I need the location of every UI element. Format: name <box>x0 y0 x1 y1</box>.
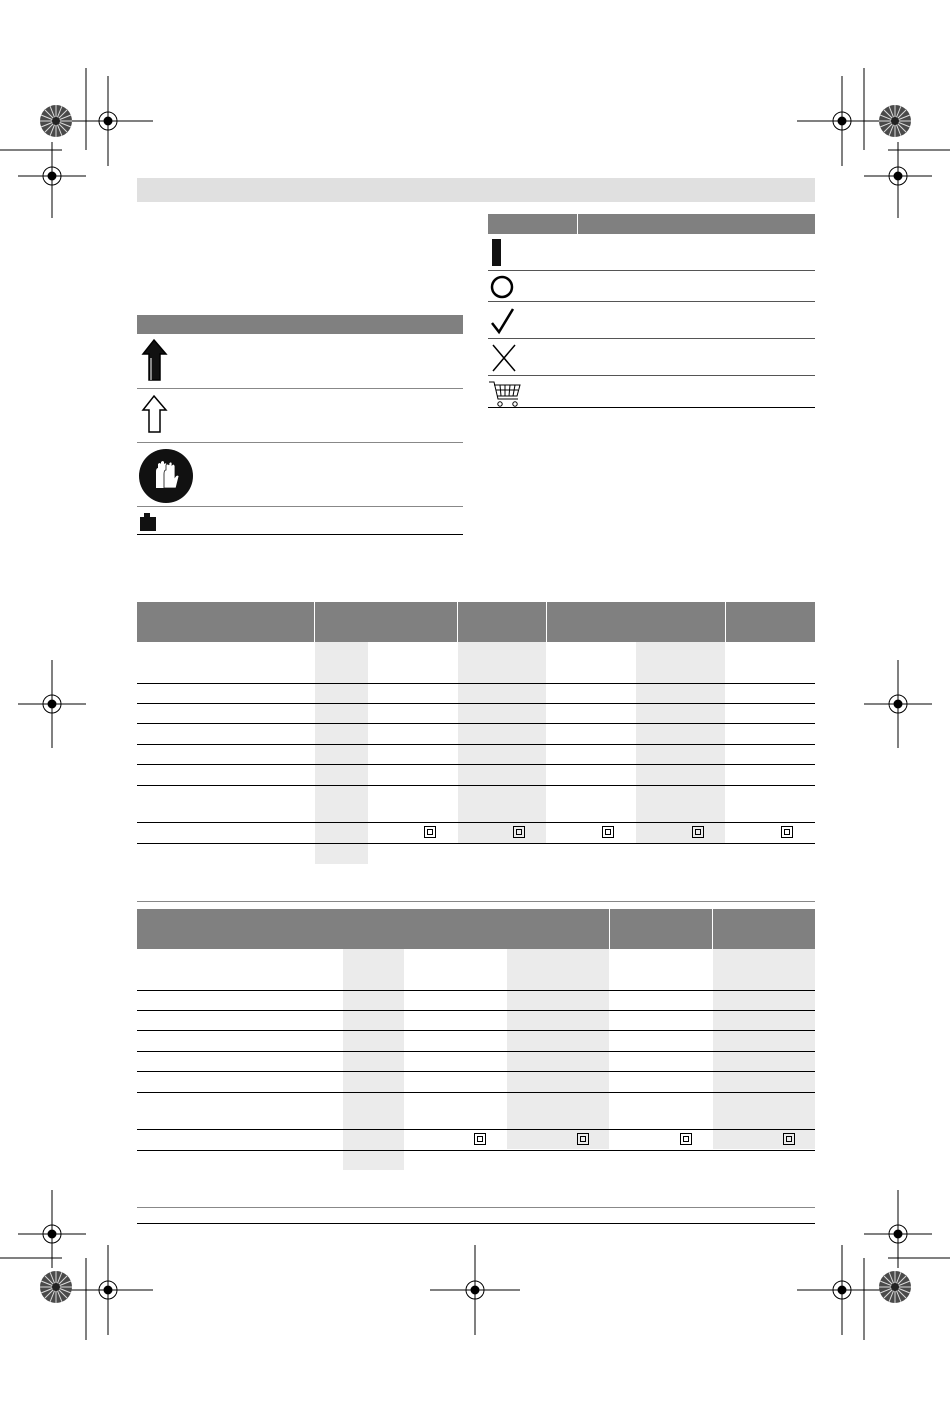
row-divider <box>137 843 815 844</box>
row-divider <box>137 1129 815 1130</box>
gloves-icon <box>138 448 194 504</box>
row-divider <box>137 1150 815 1151</box>
on-switch-icon <box>490 238 504 268</box>
shaded-column <box>343 949 404 1170</box>
row-divider <box>488 375 815 376</box>
row-divider <box>488 301 815 302</box>
row-divider <box>137 744 815 745</box>
protection-class-ii-icon <box>692 826 704 838</box>
table-header <box>488 214 815 234</box>
row-divider <box>137 1010 815 1011</box>
row-divider <box>488 270 815 271</box>
row-divider <box>137 990 815 991</box>
table-header <box>137 909 815 949</box>
protection-class-ii-icon <box>424 826 436 838</box>
row-divider <box>137 506 463 507</box>
protection-class-ii-icon <box>474 1133 486 1145</box>
shaded-column <box>636 642 725 843</box>
row-divider <box>137 388 463 389</box>
weight-icon <box>139 512 159 532</box>
filled-arrow-up-icon <box>140 338 170 384</box>
row-divider <box>488 338 815 339</box>
table-header <box>137 602 815 642</box>
row-divider <box>137 1092 815 1093</box>
row-divider <box>137 1071 815 1072</box>
row-divider <box>137 703 815 704</box>
protection-class-ii-icon <box>513 826 525 838</box>
protection-class-ii-icon <box>577 1133 589 1145</box>
shopping-cart-icon <box>488 379 524 409</box>
row-divider <box>488 407 815 408</box>
row-divider <box>137 723 815 724</box>
row-divider <box>137 683 815 684</box>
shaded-column <box>507 949 609 1149</box>
protection-class-ii-icon <box>680 1133 692 1145</box>
header-separator <box>546 602 547 642</box>
protection-class-ii-icon <box>783 1133 795 1145</box>
off-circle-icon <box>489 274 515 300</box>
row-divider <box>137 534 463 535</box>
outline-arrow-up-icon <box>140 394 170 436</box>
section-divider <box>137 901 815 902</box>
cross-icon <box>489 342 519 374</box>
protection-class-ii-icon <box>781 826 793 838</box>
row-divider <box>137 442 463 443</box>
row-divider <box>137 1030 815 1031</box>
header-separator <box>609 909 610 949</box>
shaded-column <box>713 949 815 1149</box>
footer-line <box>137 1207 815 1208</box>
header-separator <box>577 214 578 234</box>
shaded-column <box>315 642 368 864</box>
footer-line <box>137 1223 815 1224</box>
shaded-column <box>458 642 546 843</box>
row-divider <box>137 822 815 823</box>
header-separator <box>314 602 315 642</box>
header-separator <box>712 909 713 949</box>
row-divider <box>137 764 815 765</box>
header-separator <box>725 602 726 642</box>
checkmark-icon <box>489 306 517 336</box>
row-divider <box>137 785 815 786</box>
table-header <box>137 315 463 334</box>
page-header-band <box>137 178 815 202</box>
header-separator <box>457 602 458 642</box>
protection-class-ii-icon <box>602 826 614 838</box>
row-divider <box>137 1051 815 1052</box>
